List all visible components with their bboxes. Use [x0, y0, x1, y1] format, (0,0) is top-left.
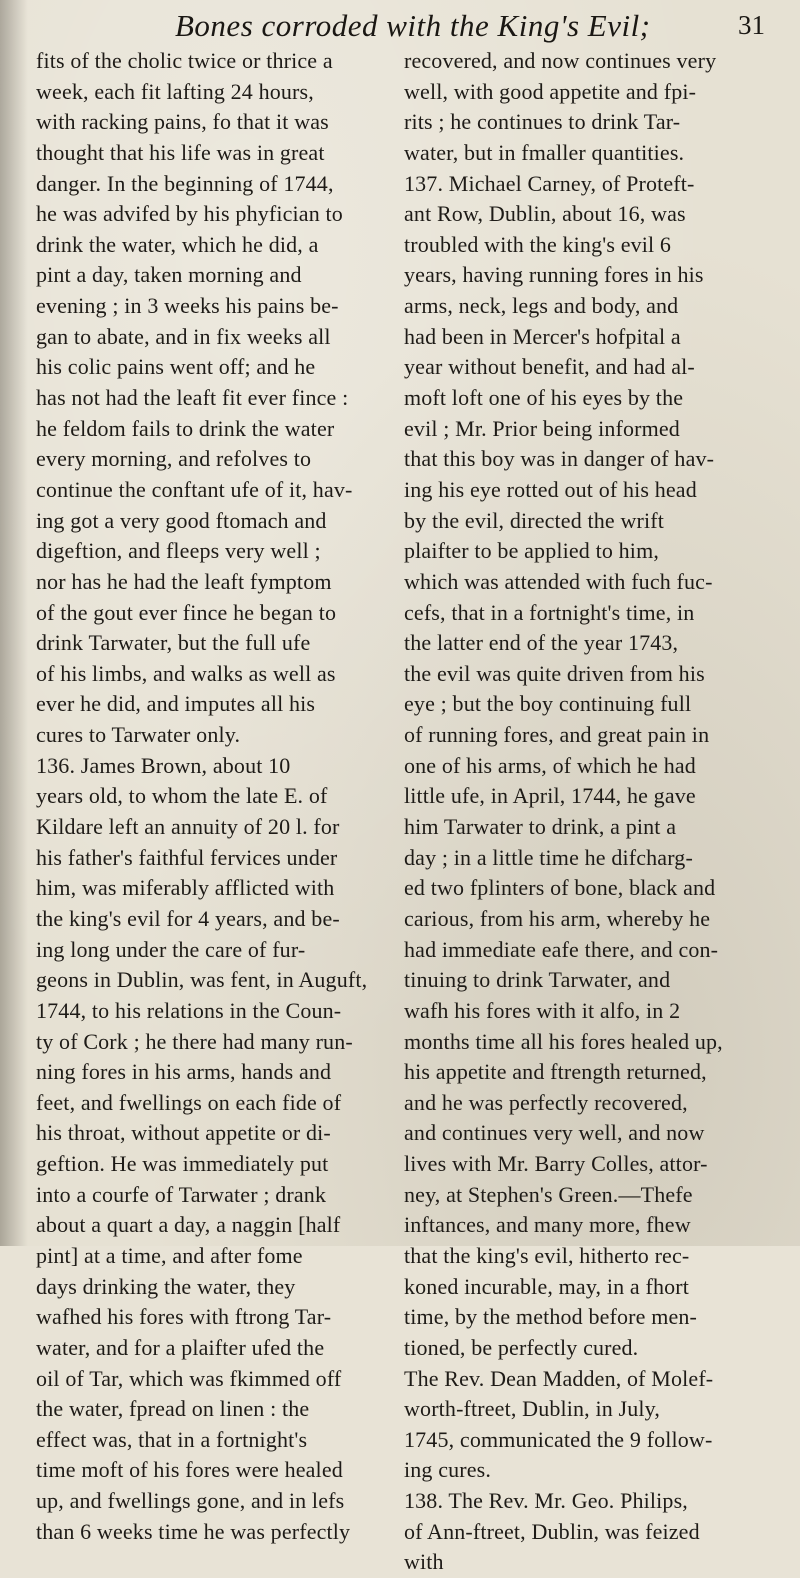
text-line: the latter end of the year 1743, [404, 630, 679, 656]
text-line: 136. James Brown, about 10 [36, 752, 291, 778]
text-line: wafh his fores with it alfo, in 2 [404, 997, 681, 1023]
text-line: feet, and fwellings on each fide of [36, 1089, 342, 1115]
text-line: nor has he had the leaft fymptom [36, 568, 332, 594]
text-line: his appetite and ftrength returned, [404, 1059, 707, 1085]
text-line: evil ; Mr. Prior being informed [404, 415, 680, 441]
text-line: ing his eye rotted out of his head [404, 476, 697, 502]
text-line: digeftion, and fleeps very well ; [36, 538, 321, 564]
text-line: him, was miferably afflicted with [36, 875, 335, 901]
text-line: geons in Dublin, was fent, in Auguft, [36, 967, 368, 993]
text-line: time moft of his fores were healed [36, 1457, 343, 1483]
text-line: the king's evil for 4 years, and be- [36, 905, 340, 931]
text-line: every morning, and refolves to [36, 446, 312, 472]
text-line: moft loft one of his eyes by the [404, 385, 684, 411]
text-line: he was advifed by his phyfician to [36, 201, 343, 227]
text-line: he feldom fails to drink the water [36, 415, 335, 441]
text-line: ning fores in his arms, hands and [36, 1059, 332, 1085]
text-line: 1744, to his relations in the Coun- [36, 997, 342, 1023]
text-line: evening ; in 3 weeks his pains be- [36, 293, 339, 319]
text-line: well, with good appetite and fpi- [404, 78, 697, 104]
text-line: and he was perfectly recovered, [404, 1089, 688, 1115]
text-line: ever he did, and imputes all his [36, 691, 316, 717]
text-line: with racking pains, fo that it was [36, 109, 329, 135]
text-line: ed two fplinters of bone, black and [404, 875, 716, 901]
text-line: ty of Cork ; he there had many run- [36, 1028, 353, 1054]
text-line: one of his arms, of which he had [404, 752, 696, 778]
text-line: arms, neck, legs and body, and [404, 293, 679, 319]
text-line: by the evil, directed the wrift [404, 507, 665, 533]
text-line: of his limbs, and walks as well as [36, 660, 336, 686]
text-line: the water, fpread on linen : the [36, 1396, 310, 1422]
running-head: Bones corroded with the King's Evil; [175, 8, 651, 43]
right-text-column [404, 46, 754, 1578]
text-line: that the king's evil, hitherto rec- [404, 1242, 690, 1268]
text-line: and continues very well, and now [404, 1120, 705, 1146]
text-line: pint] at a time, and after fome [36, 1242, 303, 1268]
text-line: ing got a very good ftomach and [36, 507, 327, 533]
text-line: has not had the leaft fit ever fince : [36, 385, 349, 411]
text-line: The Rev. Dean Madden, of Molef- [404, 1365, 714, 1391]
text-line: ing cures. [404, 1457, 492, 1483]
text-line: ney, at Stephen's Green.—Thefe [404, 1181, 693, 1207]
text-line: cefs, that in a fortnight's time, in [404, 599, 695, 625]
text-line: tioned, be perfectly cured. [404, 1334, 639, 1360]
text-line: day ; in a little time he difcharg- [404, 844, 693, 870]
text-line: months time all his fores healed up, [404, 1028, 723, 1054]
text-line: oil of Tar, which was fkimmed off [36, 1365, 342, 1391]
text-line: effect was, that in a fortnight's [36, 1426, 308, 1452]
page-header [0, 8, 800, 44]
text-line: ing long under the care of fur- [36, 936, 306, 962]
left-text-column [36, 46, 386, 1547]
gutter-shadow [0, 0, 28, 1246]
text-line: geftion. He was immediately put [36, 1151, 329, 1177]
text-line: time, by the method before men- [404, 1304, 698, 1330]
text-line: koned incurable, may, in a fhort [404, 1273, 689, 1299]
text-line: thought that his life was in great [36, 139, 325, 165]
text-line: his colic pains went off; and he [36, 354, 316, 380]
text-line: had immediate eafe there, and con- [404, 936, 719, 962]
text-line: danger. In the beginning of 1744, [36, 170, 334, 196]
text-line: 138. The Rev. Mr. Geo. Philips, [404, 1488, 688, 1514]
text-line: fits of the cholic twice or thrice a [36, 48, 333, 73]
text-line: which was attended with fuch fuc- [404, 568, 713, 594]
text-line: of running fores, and great pain in [404, 722, 710, 748]
text-line: lives with Mr. Barry Colles, attor- [404, 1151, 708, 1177]
text-line: than 6 weeks time he was perfectly [36, 1518, 351, 1544]
text-line: 1745, communicated the 9 follow- [404, 1426, 713, 1452]
text-line: eye ; but the boy continuing full [404, 691, 692, 717]
text-line: of Ann-ftreet, Dublin, was feized [404, 1518, 700, 1544]
text-line: continue the conftant ufe of it, hav- [36, 476, 353, 502]
text-line: plaifter to be applied to him, [404, 538, 659, 564]
text-line: recovered, and now continues very [404, 48, 717, 73]
text-line: years old, to whom the late E. of [36, 783, 328, 809]
text-line: up, and fwellings gone, and in lefs [36, 1488, 345, 1514]
text-line: little ufe, in April, 1744, he gave [404, 783, 696, 809]
text-line: water, and for a plaifter ufed the [36, 1334, 325, 1360]
text-line: carious, from his arm, whereby he [404, 905, 711, 931]
text-line: cures to Tarwater only. [36, 722, 241, 748]
text-line: rits ; he continues to drink Tar- [404, 109, 681, 135]
text-line: days drinking the water, they [36, 1273, 296, 1299]
text-line: his father's faithful fervices under [36, 844, 338, 870]
text-line: troubled with the king's evil 6 [404, 231, 672, 257]
text-line: had been in Mercer's hofpital a [404, 323, 681, 349]
text-line: years, having running fores in his [404, 262, 704, 288]
text-line: 137. Michael Carney, of Proteft- [404, 170, 695, 196]
text-line: water, but in fmaller quantities. [404, 139, 685, 165]
text-line: his throat, without appetite or di- [36, 1120, 331, 1146]
text-line: Kildare left an annuity of 20 l. for [36, 814, 340, 840]
text-line: year without benefit, and had al- [404, 354, 695, 380]
text-line: him Tarwater to drink, a pint a [404, 814, 677, 840]
text-line: inftances, and many more, fhew [404, 1212, 691, 1238]
text-line: tinuing to drink Tarwater, and [404, 967, 671, 993]
page-number: 31 [738, 10, 765, 40]
text-line: of the gout ever fince he began to [36, 599, 337, 625]
text-line: ant Row, Dublin, about 16, was [404, 201, 686, 227]
text-line: week, each fit lafting 24 hours, [36, 78, 314, 104]
text-line: wafhed his fores with ftrong Tar- [36, 1304, 332, 1330]
text-line: about a quart a day, a naggin [half [36, 1212, 341, 1238]
text-line: gan to abate, and in fix weeks all [36, 323, 331, 349]
text-line: that this boy was in danger of hav- [404, 446, 715, 472]
text-line: with [404, 1549, 444, 1575]
text-line: the evil was quite driven from his [404, 660, 705, 686]
text-line: drink the water, which he did, a [36, 231, 319, 257]
text-line: pint a day, taken morning and [36, 262, 302, 288]
text-line: drink Tarwater, but the full ufe [36, 630, 311, 656]
text-line: worth-ftreet, Dublin, in July, [404, 1396, 661, 1422]
text-line: into a courfe of Tarwater ; drank [36, 1181, 327, 1207]
